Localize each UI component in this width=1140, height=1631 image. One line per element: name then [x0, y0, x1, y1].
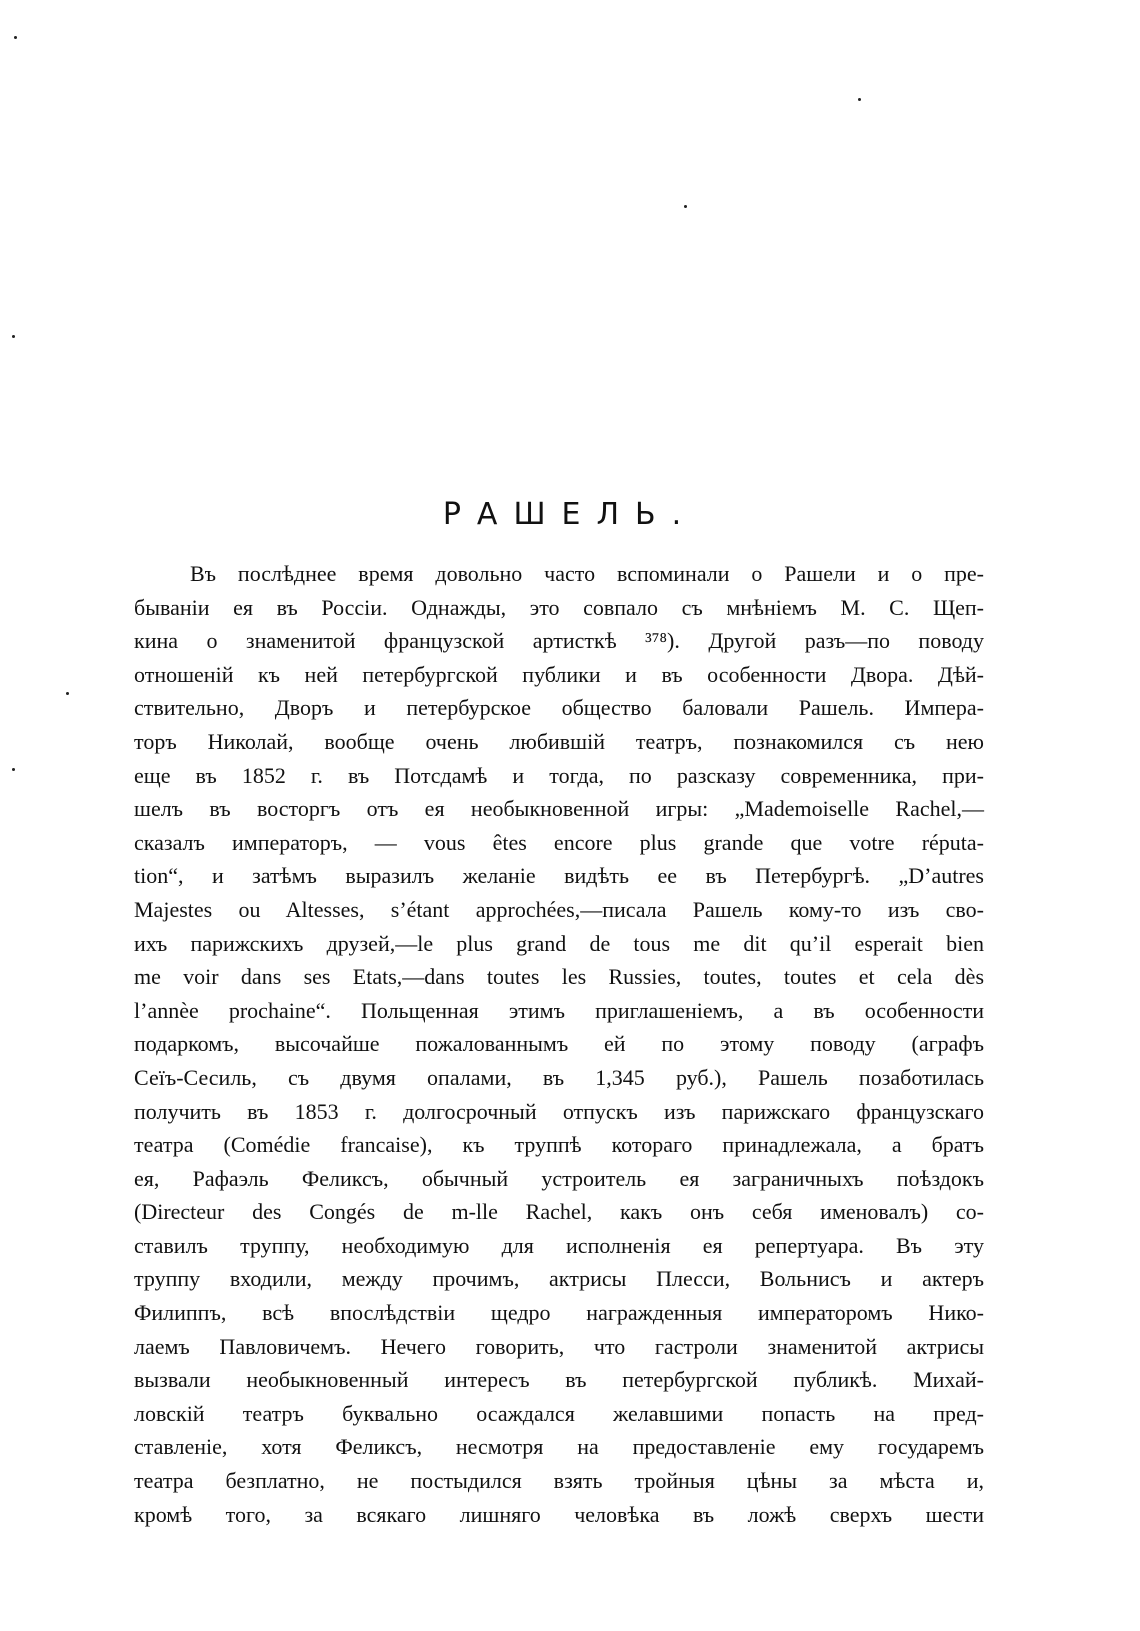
scan-speck: [66, 692, 69, 695]
document-title: РАШЕЛЬ.: [442, 497, 698, 532]
text-line: театра безплатно, не постыдился взять тройныя цѣны за мѣста и,: [134, 1468, 984, 1494]
text-line: труппу входили, между прочимъ, актрисы Плесси, Вольнисъ и актеръ: [134, 1266, 984, 1292]
text-line: подаркомъ, высочайше пожалованнымъ ей по этому поводу (аграфъ: [134, 1031, 984, 1057]
text-line: Въ послѣднее время довольно часто вспоминали о Рашели и о пре-: [190, 561, 984, 586]
text-line: отношеній къ ней петербургской публики и въ особенности Двора. Дѣй-: [134, 661, 984, 687]
text-line: еще въ 1852 г. въ Потсдамѣ и тогда, по разсказу современника, при-: [134, 762, 984, 788]
text-line: бываніи ея въ Россіи. Однажды, это совпало съ мнѣніемъ М. С. Щеп-: [134, 594, 984, 620]
text-line: сказалъ императоръ, — vous êtes encore plus grande que votre réputa-: [134, 829, 984, 855]
text-line: me voir dans ses Etats,—dans toutes les Russies, toutes, toutes et cela dès: [134, 964, 984, 990]
text-line: ставилъ труппу, необходимую для исполненія ея репертуара. Въ эту: [134, 1232, 984, 1258]
text-line: ея, Рафаэль Феликсъ, обычный устроитель ея заграничныхъ поѣздокъ: [134, 1165, 984, 1191]
text-line: ставленіе, хотя Феликсъ, несмотря на предоставленіе ему государемъ: [134, 1434, 984, 1460]
text-line: театра (Comédie francaise), къ труппѣ котораго принадлежала, а братъ: [134, 1132, 984, 1158]
text-line: (Directeur des Congés de m-lle Rachel, какъ онъ себя именовалъ) со-: [134, 1199, 984, 1225]
scan-speck: [14, 36, 17, 39]
text-line: вызвали необыкновенный интересъ въ петербургской публикѣ. Михай-: [134, 1367, 984, 1393]
text-line: Majestes ou Altesses, s’étant approchées,—писала Рашель кому-то изъ сво-: [134, 896, 984, 922]
text-line: кина о знаменитой французской артисткѣ ³⁷⁸). Другой разъ—по поводу: [134, 628, 984, 654]
text-line: l’annèe prochaine“. Польщенная этимъ приглашеніемъ, а въ особенности: [134, 997, 984, 1023]
scan-speck: [684, 205, 687, 208]
scan-speck: [12, 768, 15, 771]
body-text: [134, 557, 984, 1531]
text-line: Филиппъ, всѣ впослѣдствіи щедро награжденныя императоромъ Нико-: [134, 1300, 984, 1326]
text-line: tion“, и затѣмъ выразилъ желаніе видѣть ее въ Петербургѣ. „D’autres: [134, 863, 984, 889]
text-line: кромѣ того, за всякаго лишняго человѣка въ ложѣ сверхъ шести: [134, 1501, 984, 1527]
text-line: ловскій театръ буквально осаждался желавшими попасть на пред-: [134, 1400, 984, 1426]
text-line: торъ Николай, вообще очень любившій театръ, познакомился съ нею: [134, 728, 984, 754]
text-line: шелъ въ восторгъ отъ ея необыкновенной игры: „Mademoiselle Rachel,—: [134, 796, 984, 822]
text-line: получить въ 1853 г. долгосрочный отпускъ изъ парижскаго французскаго: [134, 1098, 984, 1124]
scan-speck: [12, 335, 15, 338]
text-line: лаемъ Павловичемъ. Нечего говорить, что гастроли знаменитой актрисы: [134, 1333, 984, 1359]
text-line: ствительно, Дворъ и петербурское общество баловали Рашель. Импера-: [134, 695, 984, 721]
text-line: ихъ парижскихъ друзей,—le plus grand de tous me dit qu’il esperait bien: [134, 930, 984, 956]
text-line: Сеїъ-Сесиль, съ двумя опалами, въ 1,345 руб.), Рашель позаботилась: [134, 1064, 984, 1090]
scan-speck: [858, 98, 861, 101]
